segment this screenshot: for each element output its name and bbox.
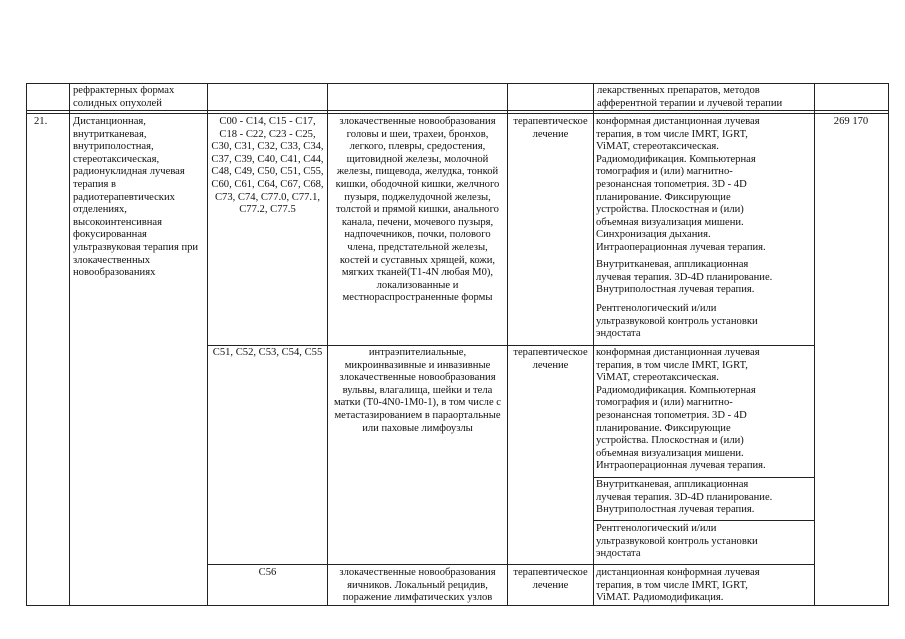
column-divider bbox=[507, 83, 508, 606]
column-divider bbox=[814, 83, 815, 606]
treatment-type: терапевтическое лечение bbox=[513, 567, 588, 591]
column-divider bbox=[327, 83, 328, 606]
patient-model: злокачественные новообразования головы и шеи, трахеи, бронхов, легкого, плевры, средостения, щитовидной железы, молочной железы, пищевода, желудка, тонкой кишки, ободочной кишки, желчного пузыря, поджелудочной железы, толстой и прямой кишки, анального канала, печени, мочевого пузыря, надпочечников, почки, полового члена, предстательной железы, костей и суставных хрящей, кожи, мягких тканей(T1-4N любая M0), локализованные и местнораспространенные формы bbox=[335, 116, 500, 304]
table-top-border bbox=[26, 83, 889, 84]
treatment-method: Рентгенологический и/или ультразвуковой контроль установки эндостата bbox=[596, 303, 758, 340]
treatment-method: Рентгенологический и/или ультразвуковой контроль установки эндостата bbox=[596, 523, 758, 560]
prev-row-name: рефрактерных формах солидных опухолей bbox=[73, 85, 175, 109]
medical-care-table bbox=[26, 83, 889, 606]
icd-codes: C00 - C14, C15 - C17, C18 - C22, C23 - C25, C30, C31, C32, C33, C34, C37, C39, C40, C41, C44, C48, C49, C50, C51, C55, C60, C61, C64, C67, C68, C73, C74, C77.0, C77.1, C77.2, C77.5 bbox=[211, 116, 324, 216]
prev-row-methods: лекарственных препаратов, методов афферентной терапии и лучевой терапии bbox=[597, 85, 783, 109]
treatment-type: терапевтическое лечение bbox=[513, 116, 588, 140]
methods-divider bbox=[593, 520, 814, 521]
patient-model: интраэпителиальные, микроинвазивные и инвазивные злокачественные новообразования вульвы, влагалища, шейки и тела матки (T0-4N0-1M0-1), в том числе с метастазированием в параортальные или паховые лимфоузлы bbox=[333, 347, 502, 434]
table-left-border bbox=[26, 83, 27, 606]
table-right-border bbox=[888, 83, 889, 606]
cost-norm: 269 170 bbox=[833, 116, 869, 127]
treatment-method: Внутритканевая, аппликационная лучевая терапия. 3D-4D планирование. Внутриполостная лучевая терапия. bbox=[596, 479, 773, 516]
methods-divider bbox=[593, 477, 814, 478]
row-divider bbox=[26, 113, 889, 114]
subrow-divider bbox=[207, 564, 814, 565]
column-divider bbox=[593, 83, 594, 606]
icd-codes: C56 bbox=[258, 567, 277, 578]
row-number: 21. bbox=[34, 116, 48, 127]
column-divider bbox=[207, 83, 208, 606]
treatment-type: терапевтическое лечение bbox=[513, 347, 588, 371]
treatment-method: дистанционная конформная лучевая терапия, в том числе IMRT, IGRT, ViMAT. Радиомодификация. bbox=[596, 567, 760, 604]
subrow-divider bbox=[207, 345, 814, 346]
icd-codes: C51, C52, C53, C54, C55 bbox=[212, 347, 323, 358]
treatment-method: Внутритканевая, аппликационная лучевая терапия. 3D-4D планирование. Внутриполостная лучевая терапия. bbox=[596, 259, 773, 296]
table-bottom-border bbox=[26, 605, 889, 606]
patient-model: злокачественные новообразования яичников. Локальный рецидив, поражение лимфатических узлов bbox=[339, 567, 496, 604]
care-type-name: Дистанционная, внутритканевая, внутриполостная, стереотаксическая, радионуклидная лучевая терапия в радиотерапевтических отделениях, высокоинтенсивная фокусированная ультразвуковая терапия при злокачественных новообразованиях bbox=[73, 116, 199, 279]
treatment-method: конформная дистанционная лучевая терапия, в том числе IMRT, IGRT, ViMAT, стереотаксическая. Радиомодификация. Компьютерная томография и (или) магнитно- резонансная топометрия. 3D - 4D планирование. Фиксирующие устройства. Плоскостная и (или) объемная визуализация мишени. Интраоперационная лучевая терапия. bbox=[596, 347, 766, 472]
column-divider bbox=[69, 83, 70, 606]
treatment-method: конформная дистанционная лучевая терапия, в том числе IMRT, IGRT, ViMAT, стереотаксическая. Радиомодификация. Компьютерная томография и (или) магнитно- резонансная топометрия. 3D - 4D планирование. Фиксирующие устройства. Плоскостная и (или) объемная визуализация мишени. Синхронизация дыхания. Интраоперационная лучевая терапия. bbox=[596, 116, 766, 253]
